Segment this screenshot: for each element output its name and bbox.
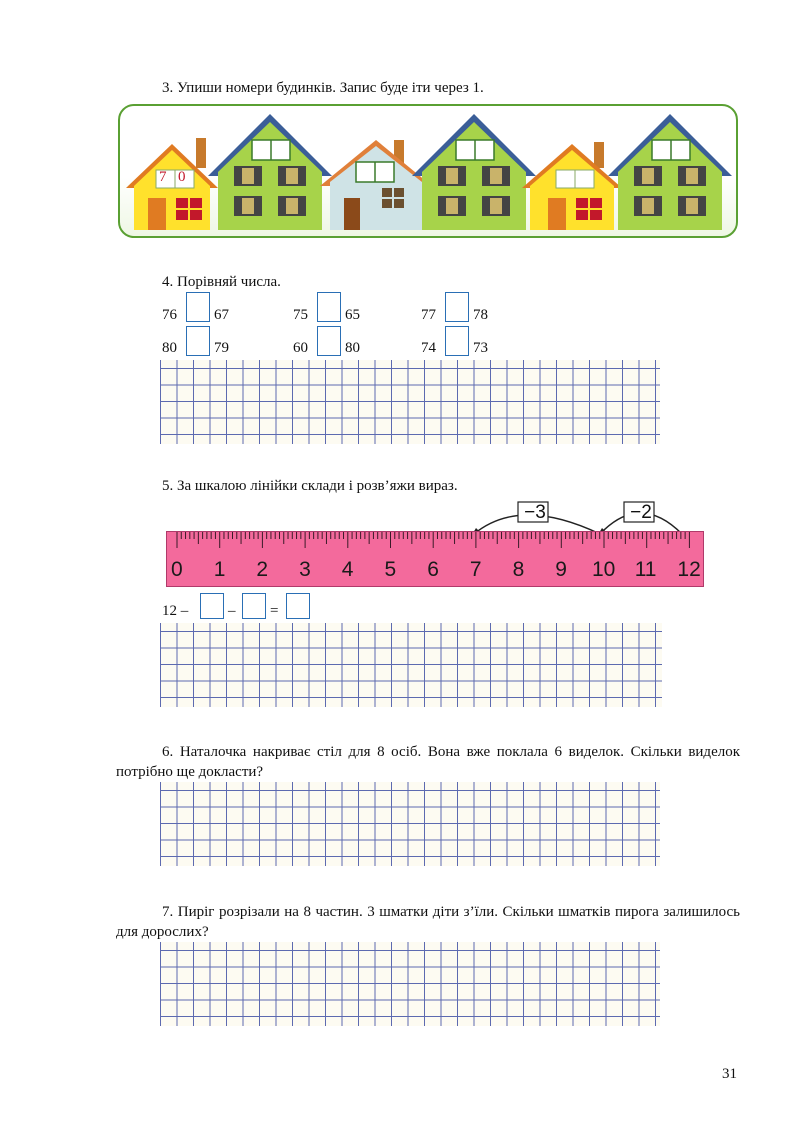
jump-label-minus-2: −2: [630, 502, 652, 523]
page-number: 31: [722, 1066, 737, 1082]
ruler-number: 3: [299, 558, 311, 581]
house-number-digit-1: 7: [159, 169, 167, 185]
compare-right-6: 73: [473, 340, 488, 356]
compare-answer-box-1[interactable]: [186, 292, 210, 322]
compare-right-1: 67: [214, 307, 229, 323]
expr-equals: =: [270, 603, 279, 619]
houses-row-image: [120, 106, 738, 238]
compare-answer-box-3[interactable]: [445, 292, 469, 322]
compare-right-3: 78: [473, 307, 488, 323]
task3-title: 3. Упиши номери будинків. Запис буде іти через 1.: [162, 80, 484, 96]
ruler-number: 2: [256, 558, 269, 581]
grid-task4[interactable]: [160, 360, 660, 444]
compare-left-6: 74: [421, 340, 436, 356]
compare-answer-box-2[interactable]: [317, 292, 341, 322]
task6-text: 6. Наталочка накриває стіл для 8 осіб. Вона вже поклала 6 виделок. Скільки виделок потрібно ще докласти?: [116, 744, 740, 780]
task4-title: 4. Порівняй числа.: [162, 274, 281, 290]
ruler-number: 0: [171, 558, 183, 581]
compare-left-2: 75: [293, 307, 308, 323]
compare-left-4: 80: [162, 340, 177, 356]
expr-box-3[interactable]: [286, 593, 310, 619]
ruler-number: 10: [592, 558, 616, 581]
ruler-number: 11: [634, 558, 657, 581]
compare-left-1: 76: [162, 307, 177, 323]
jump-label-minus-3: −3: [524, 502, 546, 523]
task7-text: 7. Пиріг розрізали на 8 частин. 3 шматки діти з’їли. Скільки шматків пирога залишилось для дорослих?: [116, 904, 740, 940]
compare-right-4: 79: [214, 340, 229, 356]
grid-task5[interactable]: [160, 623, 662, 707]
compare-left-5: 60: [293, 340, 308, 356]
ruler-number: 12: [677, 558, 701, 581]
ruler-number: 8: [512, 558, 525, 581]
ruler-number: 4: [341, 558, 354, 581]
ruler-number: 9: [555, 558, 567, 581]
house-number-digit-2: 0: [178, 169, 186, 185]
compare-right-2: 65: [345, 307, 360, 323]
compare-answer-box-4[interactable]: [186, 326, 210, 356]
grid-task6[interactable]: [160, 782, 660, 866]
ruler-number: 6: [427, 558, 439, 581]
ruler-number: 1: [213, 558, 226, 581]
compare-left-3: 77: [421, 307, 436, 323]
ruler-number: 7: [469, 558, 482, 581]
expr-minus: –: [228, 603, 236, 619]
compare-answer-box-6[interactable]: [445, 326, 469, 356]
houses-illustration: [118, 104, 738, 238]
expr-box-1[interactable]: [200, 593, 224, 619]
expr-start: 12 –: [162, 603, 189, 619]
ruler: [166, 531, 704, 587]
ruler-ticks: [167, 532, 705, 560]
ruler-number: 5: [384, 558, 397, 581]
expr-box-2[interactable]: [242, 593, 266, 619]
grid-task7[interactable]: [160, 942, 660, 1026]
compare-right-5: 80: [345, 340, 360, 356]
task5-title: 5. За шкалою лінійки склади і розв’яжи вираз.: [162, 478, 458, 494]
compare-answer-box-5[interactable]: [317, 326, 341, 356]
